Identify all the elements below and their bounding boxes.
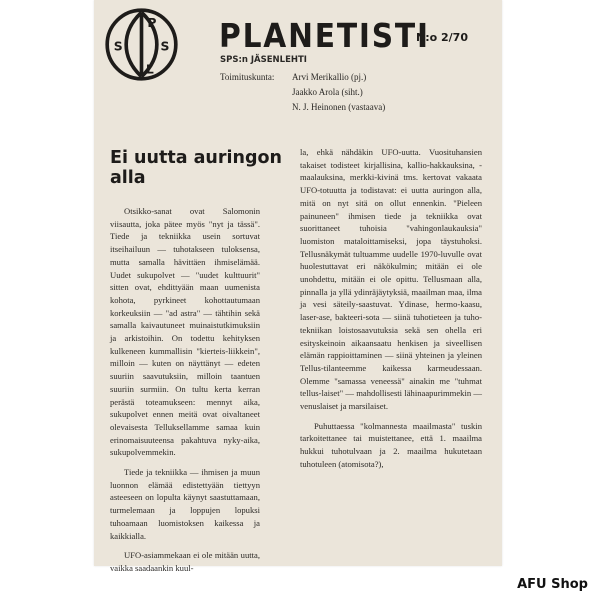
article-paragraph: Tiede ja tekniikka — ihmisen ja muun luonnon elämää edistettyään tiettyyn asteeseen on lopulta käynyt saastuttamaan, turmelemaan ja loppujen lopuksi tuhoamaan luomistoksen kaikessa ja kaikkialla.	[110, 467, 260, 541]
logo-letter-right: S	[160, 38, 170, 54]
article-paragraph: la, ehkä nähdäkin UFO-uutta. Vuosituhansien takaiset todisteet kirjallisina, kallio-hakkauksina, -maalauksina, merkki-kivinä tms. kertovat vakaata UFO-totuutta ja todistavat: ei uutta auringon alla, mitä on nyt sitä on ollut ennenkin. "Pieleen painuneen" ihmisen tiede ja tekniikka ovat suorittaneet tuhoisia "vahingonlaukauksia" luomiston mataloittamiseksi, jopa täystuhoksi. Tellusnäkymät tultuamme uudelle 1970-luvulle ovat huolestuttavat eri näkökulmin; mitään ei ole unohdettu, mitään ei ole opittu. Tellusmaan alla, pinnalla ja yllä ydinräjäytyksiä, maailman maa, ilma ja vesi säteily-saastuvat. Ydinase, hermo-kaasu, laser-ase, bakteeri-sota — siinä tuhotieteen ja tuho-tekniikan loistosaavutuksia sekä sen ohella eri esityskeinoin aikaansaatu henkisen ja siveellisen elämän rappioittaminen — siinä yhteinen ja yleinen Tellus-tilanteemme kaikessa karmeudessaan. Olemme "samassa veneessä" ainakin me "tuhmat tellus-laiset" — mahdollisesti lähinaapurimmekin — venuslaiset ja marsilaiset.	[300, 147, 482, 412]
newsletter-title: PLANETISTI	[219, 16, 430, 55]
editor-name: Jaakko Arola (siht.)	[292, 87, 363, 97]
document-page	[94, 0, 502, 573]
issue-number: N:o 2/70	[416, 31, 468, 44]
sps-logo	[105, 8, 178, 81]
article-paragraph: UFO-asiammekaan ei ole mitään uutta, vaikka saadaankin kuul-	[110, 550, 260, 573]
editor-name: Arvi Merikallio (pj.)	[292, 72, 367, 82]
logo-letter-top: P	[147, 14, 157, 30]
article-paragraph: Puhuttaessa "kolmannesta maailmasta" tuskin tarkoitettanee tai muistettanee, että 1. maailma hukkui tuhotulvaan ja 2. maailma hukutetaan tuhotuleen (atomisota?),	[300, 420, 482, 469]
logo-letter-bottom: L	[145, 61, 154, 77]
shop-caption: AFU Shop	[517, 577, 588, 592]
article-heading: Ei uutta auringon alla	[110, 148, 282, 188]
newsletter-subtitle: SPS:n JÄSENLEHTI	[220, 55, 307, 65]
editorial-board-label: Toimituskunta:	[220, 72, 275, 82]
article-paragraph: Otsikko-sanat ovat Salomonin viisautta, joka pätee myös "nyt ja tässä". Tiede ja tekniikka usein sortuvat itseihailuun — tuhotakseen tuloksensa, mutta samalla hävittäen ihmiselämää. Uudet sukupolvet — "uudet kulttuurit" sitten ovat, ehdittyään maan uumenista kohota, pyrkineet kohottautumaan korkeuksiin — "ad astra" — tähtihin sekä samalla kaivautuneet muinaistutkimuksiin ja arkistoihin. On todettu kehityksen kulkeneen kummallisin "kierteis-liikkein", milloin — kuten on näyttänyt — edeten suuriin saavutuksiin, milloin taantuen suuriin surmiin. On tultu kerta kerran perästä toteamukseen: mennyt aika, sukupolvet ennen meitä ovat oivaltaneet olevaisesta Telluksellamme samaa kuin erinomaisuuteensa pakahtuva nyky-aika, sukupolvemmekin.	[110, 206, 260, 458]
editor-name: N. J. Heinonen (vastaava)	[292, 102, 386, 112]
article-column-left	[110, 205, 260, 582]
logo-letter-left: S	[113, 38, 123, 54]
article-column-right	[300, 146, 482, 478]
